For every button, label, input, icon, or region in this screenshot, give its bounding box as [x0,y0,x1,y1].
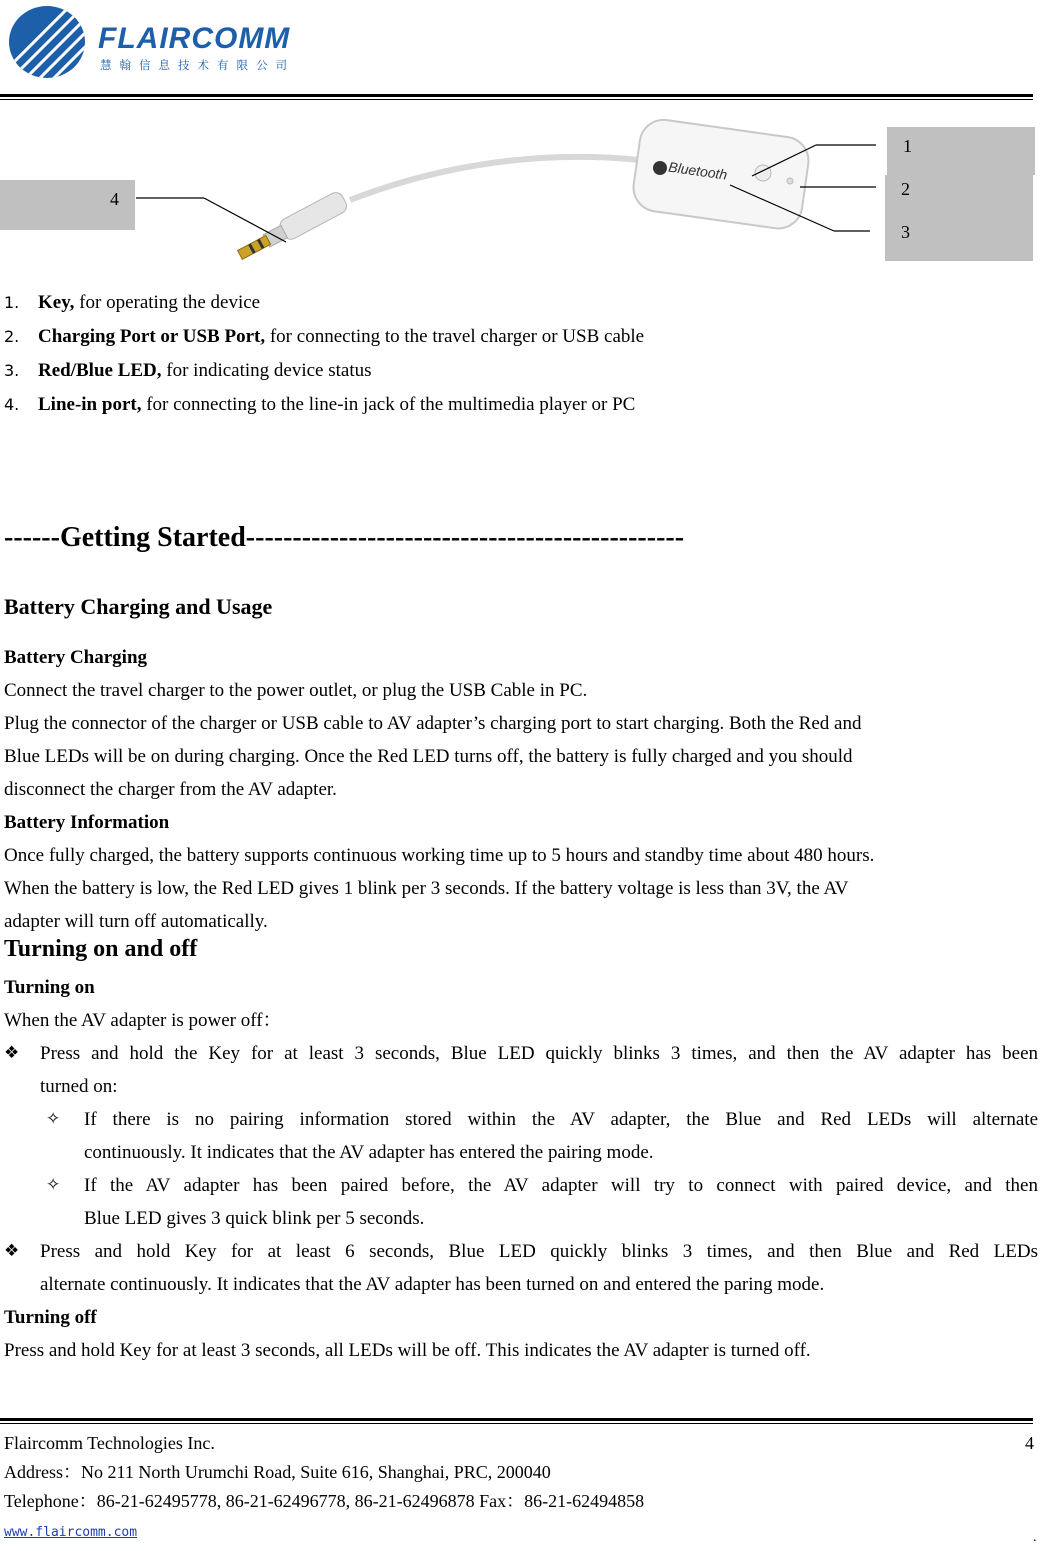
battery-charging-heading: Battery Charging [4,647,148,668]
led-indicator [787,178,793,184]
cable [350,157,640,200]
logo-subtitle: 慧翰信息技术有限公司 [100,58,295,72]
section-title: ------Getting Started----------------------------------------------- [4,522,685,553]
bullet-item: ❖ Press and hold Key for at least 6 seconds, Blue LED quickly blinks 3 times, and then Blue and Red LEDs alternate continuously. It indicates that the AV adapter has been turned on and entered the paring mode. [4,1235,1038,1301]
plug-tip [238,235,271,259]
bullet-star-icon: ✧ [46,1109,61,1129]
battery-heading: Battery Charging and Usage [4,594,273,619]
page-number: 4 [1025,1433,1034,1453]
turning-off-heading: Turning off [4,1307,97,1328]
callout-2: 2 [901,179,910,199]
bullet-item: ❖ Press and hold the Key for at least 3 seconds, Blue LED quickly blinks 3 times, and then the AV adapter has been turned on: [4,1037,1038,1103]
info-line: When the battery is low, the Red LED gives 1 blink per 3 seconds. If the battery voltage is less than 3V, the AV [4,878,849,899]
footer-dot: . [1033,1530,1037,1545]
callout-label-1: 1 [887,127,1035,175]
battery-info-heading: Battery Information [4,812,170,833]
sub-bullet-item: ✧ If there is no pairing information stored within the AV adapter, the Blue and Red LEDs will alternate continuously. It indicates that the AV adapter has entered the pairing mode. [4,1103,1038,1169]
header-rule-thin [0,99,1033,100]
parts-list [4,286,644,422]
device-label: Bluetooth [667,158,729,183]
turning-off-text: Press and hold Key for at least 3 seconds, all LEDs will be off. This indicates the AV adapter is turned off. [4,1340,811,1361]
footer-phone: Telephone：86-21-62495778, 86-21-62496778, 86-21-62496878 Fax：86-21-62494858 [4,1491,645,1511]
bullet-star-icon: ✧ [46,1175,61,1195]
device-illustration [0,118,1040,270]
list-item: 1. Key, for operating the device [4,292,261,313]
charging-line: Connect the travel charger to the power outlet, or plug the USB Cable in PC. [4,680,588,701]
list-item: 2. Charging Port or USB Port, for connecting to the travel charger or USB cable [4,326,645,347]
website-link[interactable]: www.flaircomm.com [4,1525,138,1540]
footer [4,1429,1036,1547]
bullet-diamond-icon: ❖ [4,1241,20,1261]
bluetooth-icon [653,161,667,175]
power-heading: Turning on and off [4,936,198,962]
sub-bullet-item: ✧ If the AV adapter has been paired before, the AV adapter will try to connect with paired device, and then Blue LED gives 3 quick blink per 5 seconds. [4,1169,1038,1235]
info-line: adapter will turn off automatically. [4,911,268,932]
callout-3: 3 [901,222,910,242]
footer-address: Address：No 211 North Urumchi Road, Suite 616, Shanghai, PRC, 200040 [4,1462,551,1482]
header-rule-thick [0,94,1033,97]
footer-rule-thin [0,1423,1033,1424]
list-item: 3. Red/Blue LED, for indicating device status [4,360,372,381]
info-line: Once fully charged, the battery supports continuous working time up to 5 hours and standby time about 480 hours. [4,845,875,866]
bullet-diamond-icon: ❖ [4,1043,20,1063]
turning-on-heading: Turning on [4,977,95,998]
list-item: 4. Line-in port, for connecting to the line-in jack of the multimedia player or PC [4,394,636,415]
callout-label-4: 4 [0,180,135,230]
logo-brand-text: FLAIRCOMM [98,22,291,55]
callout-label-2-3 [885,175,1033,261]
battery-block [4,641,1036,938]
turning-on-intro: When the AV adapter is power off： [4,1010,282,1031]
logo-emblem-icon [4,2,90,82]
footer-company: Flaircomm Technologies Inc. [4,1433,215,1453]
charging-line: disconnect the charger from the AV adapter. [4,779,337,800]
plug-body [277,190,349,242]
charging-line: Plug the connector of the charger or USB cable to AV adapter’s charging port to start charging. Both the Red and [4,713,862,734]
power-block [4,971,1038,1367]
charging-line: Blue LEDs will be on during charging. Once the Red LED turns off, the battery is fully charged and you should [4,746,853,767]
company-logo [4,2,304,82]
device-diagram [0,118,1040,270]
footer-rule-thick [0,1418,1033,1421]
